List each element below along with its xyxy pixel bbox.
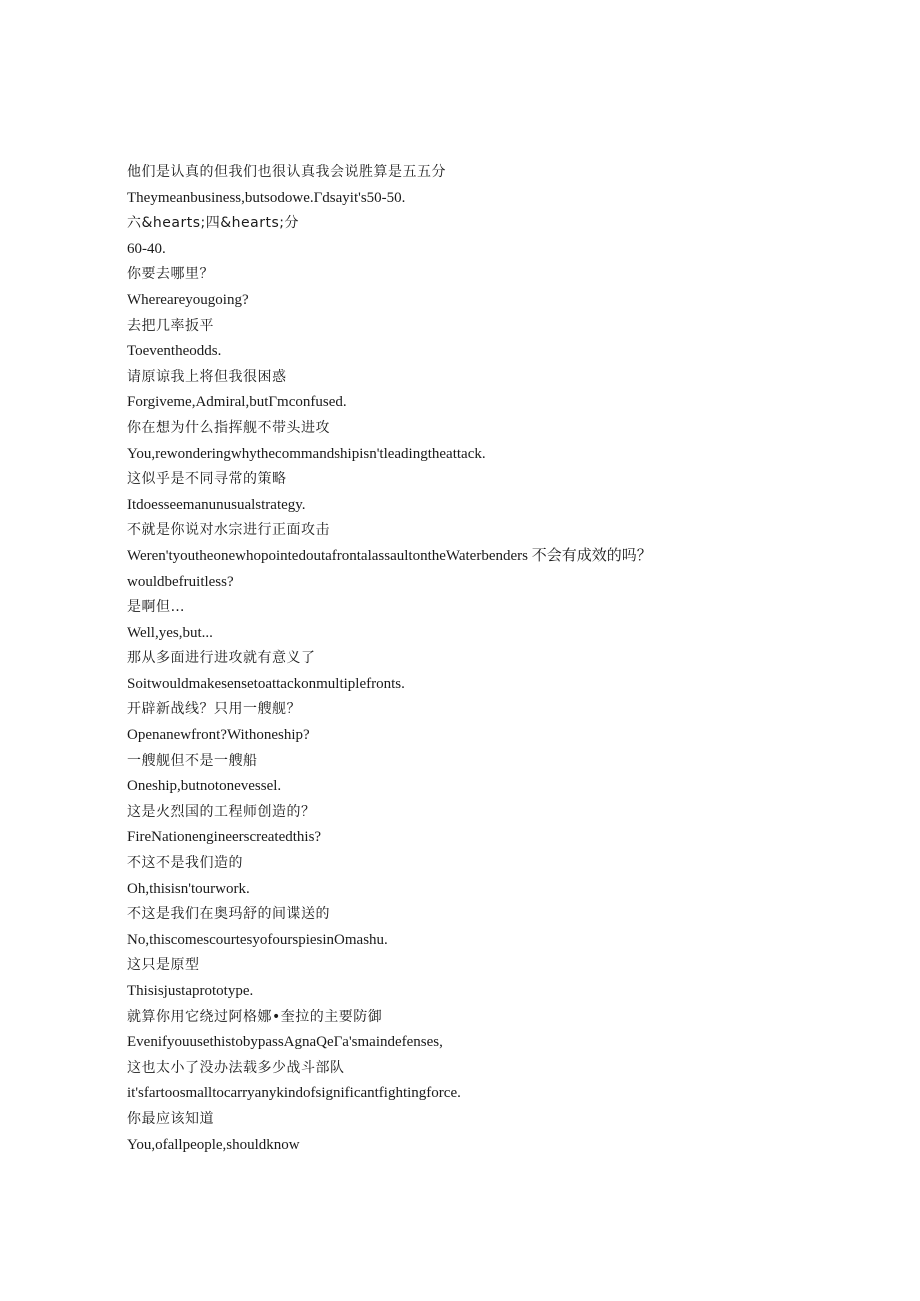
line-zh: 不这是我们在奥玛舒的间谍送的: [127, 906, 330, 923]
line-zh: 请原谅我上将但我很困惑: [127, 368, 287, 385]
line-en: Itdoesseemanunusualstrategy.: [127, 496, 306, 513]
line-zh: 六&hearts;四&hearts;分: [127, 215, 299, 232]
line-en: FireNationengineerscreatedthis?: [127, 829, 322, 846]
line-zh: 你最应该知道: [127, 1110, 214, 1127]
line-en: 60-40.: [127, 240, 166, 257]
line-zh: 你要去哪里？: [127, 266, 214, 283]
line-zh: 那从多面进行进攻就有意义了: [127, 650, 316, 667]
line-zh: 这也太小了没办法载多少战斗部队: [127, 1059, 345, 1076]
line-en: Well,yes,but...: [127, 624, 213, 641]
line-en: Oneship,butnotonevessel.: [127, 778, 282, 795]
line-en: Theymeanbusiness,butsodowe.Гdsayit'ѕ50-50.: [127, 189, 406, 206]
line-en: You,rewonderingwhythecommandshipisn'tleadingtheattack.: [127, 445, 486, 462]
line-zh: 不就是你说对水宗进行正面攻击: [127, 522, 330, 539]
line-zh: 开辟新战线？只用一艘舰？: [127, 701, 301, 718]
line-zh: 这是火烈国的工程师创造的？: [127, 803, 316, 820]
line-en: No,thiscomescourtesyofourspiesinOmashu.: [127, 931, 388, 948]
line-zh: 就算你用它绕过阿格娜•奎拉的主要防御: [127, 1008, 383, 1025]
line-zh: 你在想为什么指挥舰不带头进攻: [127, 419, 330, 436]
line-zh: 他们是认真的但我们也很认真我会说胜算是五五分: [127, 164, 446, 180]
line-en: Whereareyougoing?: [127, 291, 249, 308]
line-zh: 不这不是我们造的: [127, 855, 243, 872]
line-zh: 去把几率扳平: [127, 317, 214, 334]
line-en: it'sfartoosmalltocarryanykindofsignificantfightingforce.: [127, 1085, 461, 1102]
line-en: Oh,thisisn'tourwork.: [127, 880, 250, 897]
line-en: You,ofallpeople,shouldknow: [127, 1136, 300, 1153]
line-en: Forgiveme,Admiral,butΓmconfused.: [127, 394, 347, 411]
line-en: EvenifyouusethistobypassAgnaQeΓa'smaindefenses,: [127, 1034, 443, 1051]
line-en: Thisisjustaprototype.: [127, 983, 254, 999]
line-en: Openanewfront?Withoneship?: [127, 727, 310, 744]
line-zh: 这似乎是不同寻常的策略: [127, 471, 287, 488]
subtitle-transcript: [127, 160, 827, 1158]
line-en: Weren'tyoutheonewhopointedoutafrontalassaultontheWaterbenders 不会有成效的吗？: [127, 547, 652, 564]
line-zh: 一艘舰但不是一艘船: [127, 752, 258, 769]
line-zh: 这只是原型: [127, 957, 200, 974]
line-en: Soitwouldmakesensetoattackonmultiplefronts.: [127, 675, 405, 692]
line-en: wouldbefruitless?: [127, 573, 234, 590]
line-en: Toeventheodds.: [127, 343, 222, 360]
line-zh: 是啊但…: [127, 599, 185, 616]
